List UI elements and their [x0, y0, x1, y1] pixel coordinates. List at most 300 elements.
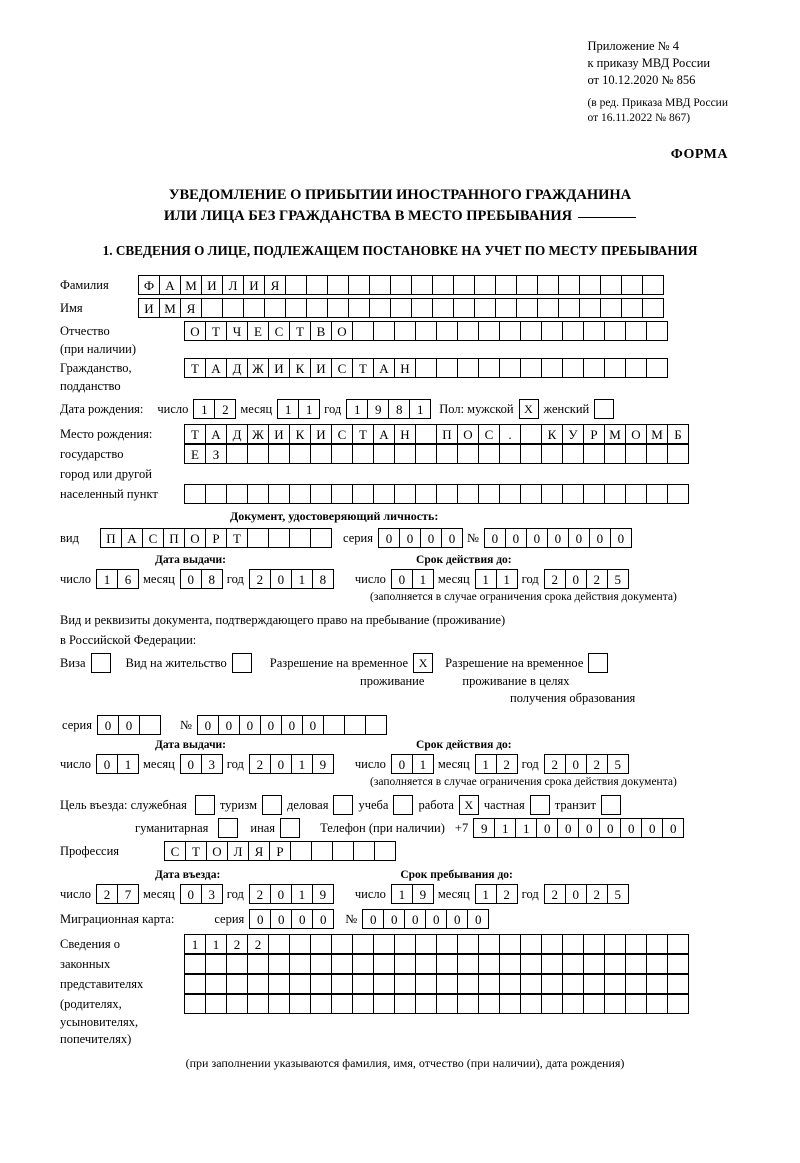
char-cell[interactable]: О: [331, 321, 353, 341]
char-cell[interactable]: [537, 275, 559, 295]
char-cell[interactable]: 7: [117, 884, 139, 904]
char-cell[interactable]: [285, 298, 307, 318]
char-cell[interactable]: [520, 974, 542, 994]
char-cell[interactable]: 0: [180, 884, 202, 904]
char-cell[interactable]: А: [121, 528, 143, 548]
char-cell[interactable]: [268, 484, 290, 504]
char-cell[interactable]: А: [373, 424, 395, 444]
char-cell[interactable]: М: [180, 275, 202, 295]
char-cell[interactable]: [625, 358, 647, 378]
char-cell[interactable]: [332, 841, 354, 861]
name-cells[interactable]: [138, 298, 663, 318]
char-cell[interactable]: [373, 974, 395, 994]
char-cell[interactable]: 2: [544, 754, 566, 774]
char-cell[interactable]: [289, 934, 311, 954]
issue-month-cells[interactable]: [180, 569, 222, 589]
char-cell[interactable]: И: [310, 424, 332, 444]
char-cell[interactable]: [621, 275, 643, 295]
char-cell[interactable]: 1: [205, 934, 227, 954]
char-cell[interactable]: Я: [180, 298, 202, 318]
char-cell[interactable]: 1: [117, 754, 139, 774]
stay-until-day-cells[interactable]: [391, 884, 433, 904]
char-cell[interactable]: 1: [291, 569, 313, 589]
char-cell[interactable]: [516, 298, 538, 318]
char-cell[interactable]: [201, 298, 223, 318]
char-cell[interactable]: [583, 994, 605, 1014]
char-cell[interactable]: И: [268, 358, 290, 378]
sex-male-checkbox[interactable]: X: [519, 399, 539, 419]
char-cell[interactable]: [331, 484, 353, 504]
char-cell[interactable]: 1: [515, 818, 537, 838]
char-cell[interactable]: [268, 444, 290, 464]
char-cell[interactable]: [667, 974, 689, 994]
char-cell[interactable]: [604, 358, 626, 378]
stay-issue-month-cells[interactable]: [180, 754, 222, 774]
char-cell[interactable]: [306, 298, 328, 318]
char-cell[interactable]: И: [268, 424, 290, 444]
char-cell[interactable]: [327, 275, 349, 295]
char-cell[interactable]: [222, 298, 244, 318]
char-cell[interactable]: 1: [412, 569, 434, 589]
char-cell[interactable]: 0: [565, 754, 587, 774]
char-cell[interactable]: [600, 298, 622, 318]
char-cell[interactable]: [352, 954, 374, 974]
char-cell[interactable]: [642, 275, 664, 295]
char-cell[interactable]: [226, 484, 248, 504]
char-cell[interactable]: А: [205, 358, 227, 378]
char-cell[interactable]: [310, 484, 332, 504]
char-cell[interactable]: [436, 934, 458, 954]
char-cell[interactable]: 1: [193, 399, 215, 419]
char-cell[interactable]: Ч: [226, 321, 248, 341]
char-cell[interactable]: 2: [586, 569, 608, 589]
char-cell[interactable]: [247, 954, 269, 974]
char-cell[interactable]: Н: [394, 358, 416, 378]
char-cell[interactable]: 0: [197, 715, 219, 735]
char-cell[interactable]: [642, 298, 664, 318]
char-cell[interactable]: [562, 954, 584, 974]
char-cell[interactable]: И: [243, 275, 265, 295]
char-cell[interactable]: [457, 994, 479, 1014]
char-cell[interactable]: Б: [667, 424, 689, 444]
char-cell[interactable]: [348, 298, 370, 318]
residence-permit-checkbox[interactable]: [232, 653, 252, 673]
char-cell[interactable]: 8: [201, 569, 223, 589]
char-cell[interactable]: [268, 934, 290, 954]
char-cell[interactable]: 0: [441, 528, 463, 548]
char-cell[interactable]: [520, 424, 542, 444]
char-cell[interactable]: [352, 994, 374, 1014]
char-cell[interactable]: С: [268, 321, 290, 341]
purpose-private-checkbox[interactable]: [530, 795, 550, 815]
stay-series-cells[interactable]: [97, 715, 160, 735]
char-cell[interactable]: 1: [494, 818, 516, 838]
char-cell[interactable]: [474, 298, 496, 318]
char-cell[interactable]: 0: [97, 715, 119, 735]
char-cell[interactable]: М: [159, 298, 181, 318]
char-cell[interactable]: С: [478, 424, 500, 444]
char-cell[interactable]: [415, 484, 437, 504]
char-cell[interactable]: 0: [249, 909, 271, 929]
char-cell[interactable]: [499, 321, 521, 341]
char-cell[interactable]: [415, 424, 437, 444]
char-cell[interactable]: [541, 994, 563, 1014]
char-cell[interactable]: [432, 275, 454, 295]
stay-issue-day-cells[interactable]: [96, 754, 138, 774]
char-cell[interactable]: Ф: [138, 275, 160, 295]
char-cell[interactable]: [562, 484, 584, 504]
char-cell[interactable]: 0: [270, 569, 292, 589]
char-cell[interactable]: [621, 298, 643, 318]
char-cell[interactable]: [394, 974, 416, 994]
stay-until-month-cells[interactable]: [475, 884, 517, 904]
char-cell[interactable]: [520, 358, 542, 378]
char-cell[interactable]: 0: [180, 754, 202, 774]
char-cell[interactable]: Д: [226, 424, 248, 444]
char-cell[interactable]: М: [604, 424, 626, 444]
char-cell[interactable]: 2: [249, 754, 271, 774]
char-cell[interactable]: 0: [378, 528, 400, 548]
char-cell[interactable]: У: [562, 424, 584, 444]
char-cell[interactable]: [583, 444, 605, 464]
char-cell[interactable]: [478, 321, 500, 341]
char-cell[interactable]: 0: [302, 715, 324, 735]
char-cell[interactable]: 0: [399, 528, 421, 548]
char-cell[interactable]: [436, 954, 458, 974]
char-cell[interactable]: [310, 994, 332, 1014]
char-cell[interactable]: [562, 444, 584, 464]
citizenship-cells[interactable]: [184, 358, 667, 378]
char-cell[interactable]: [562, 974, 584, 994]
char-cell[interactable]: [520, 321, 542, 341]
char-cell[interactable]: И: [138, 298, 160, 318]
doc-kind-cells[interactable]: [100, 528, 331, 548]
char-cell[interactable]: [604, 954, 626, 974]
char-cell[interactable]: 2: [214, 399, 236, 419]
stay-valid-year-cells[interactable]: [544, 754, 628, 774]
purpose-service-checkbox[interactable]: [195, 795, 215, 815]
visa-checkbox[interactable]: [91, 653, 111, 673]
char-cell[interactable]: [499, 974, 521, 994]
char-cell[interactable]: 2: [249, 884, 271, 904]
char-cell[interactable]: [541, 444, 563, 464]
char-cell[interactable]: [331, 974, 353, 994]
char-cell[interactable]: А: [373, 358, 395, 378]
temp-residence-checkbox[interactable]: X: [413, 653, 433, 673]
char-cell[interactable]: [625, 444, 647, 464]
char-cell[interactable]: 0: [484, 528, 506, 548]
char-cell[interactable]: [247, 528, 269, 548]
char-cell[interactable]: 0: [662, 818, 684, 838]
char-cell[interactable]: М: [646, 424, 668, 444]
char-cell[interactable]: 0: [536, 818, 558, 838]
char-cell[interactable]: 3: [201, 754, 223, 774]
char-cell[interactable]: Е: [247, 321, 269, 341]
char-cell[interactable]: [352, 321, 374, 341]
purpose-humanitarian-checkbox[interactable]: [218, 818, 238, 838]
char-cell[interactable]: [373, 484, 395, 504]
char-cell[interactable]: [365, 715, 387, 735]
char-cell[interactable]: [667, 954, 689, 974]
char-cell[interactable]: 9: [367, 399, 389, 419]
char-cell[interactable]: [415, 994, 437, 1014]
char-cell[interactable]: [478, 444, 500, 464]
char-cell[interactable]: [436, 974, 458, 994]
char-cell[interactable]: [453, 275, 475, 295]
char-cell[interactable]: 2: [544, 884, 566, 904]
char-cell[interactable]: 5: [607, 884, 629, 904]
char-cell[interactable]: 2: [247, 934, 269, 954]
char-cell[interactable]: [457, 321, 479, 341]
birth-month-cells[interactable]: [277, 399, 319, 419]
char-cell[interactable]: 0: [96, 754, 118, 774]
char-cell[interactable]: [268, 994, 290, 1014]
char-cell[interactable]: [331, 934, 353, 954]
char-cell[interactable]: [226, 994, 248, 1014]
char-cell[interactable]: [390, 275, 412, 295]
char-cell[interactable]: [352, 484, 374, 504]
char-cell[interactable]: [625, 974, 647, 994]
char-cell[interactable]: 1: [475, 884, 497, 904]
char-cell[interactable]: [625, 954, 647, 974]
char-cell[interactable]: А: [205, 424, 227, 444]
char-cell[interactable]: [415, 358, 437, 378]
char-cell[interactable]: [411, 275, 433, 295]
char-cell[interactable]: [646, 358, 668, 378]
char-cell[interactable]: 1: [96, 569, 118, 589]
char-cell[interactable]: 0: [589, 528, 611, 548]
char-cell[interactable]: В: [310, 321, 332, 341]
char-cell[interactable]: [205, 954, 227, 974]
char-cell[interactable]: [667, 444, 689, 464]
char-cell[interactable]: [604, 934, 626, 954]
char-cell[interactable]: 0: [404, 909, 426, 929]
purpose-business-checkbox[interactable]: [333, 795, 353, 815]
entry-month-cells[interactable]: [180, 884, 222, 904]
char-cell[interactable]: [394, 321, 416, 341]
char-cell[interactable]: [323, 715, 345, 735]
char-cell[interactable]: [541, 934, 563, 954]
purpose-other-checkbox[interactable]: [280, 818, 300, 838]
char-cell[interactable]: 0: [291, 909, 313, 929]
char-cell[interactable]: [583, 484, 605, 504]
char-cell[interactable]: 1: [346, 399, 368, 419]
char-cell[interactable]: [457, 484, 479, 504]
char-cell[interactable]: [415, 934, 437, 954]
char-cell[interactable]: [625, 484, 647, 504]
char-cell[interactable]: 1: [391, 884, 413, 904]
char-cell[interactable]: О: [184, 528, 206, 548]
char-cell[interactable]: 0: [420, 528, 442, 548]
char-cell[interactable]: 6: [117, 569, 139, 589]
char-cell[interactable]: 1: [496, 569, 518, 589]
issue-day-cells[interactable]: [96, 569, 138, 589]
char-cell[interactable]: [374, 841, 396, 861]
stay-until-year-cells[interactable]: [544, 884, 628, 904]
char-cell[interactable]: [436, 994, 458, 1014]
char-cell[interactable]: Т: [226, 528, 248, 548]
char-cell[interactable]: [562, 934, 584, 954]
char-cell[interactable]: 1: [475, 569, 497, 589]
valid-day-cells[interactable]: [391, 569, 433, 589]
birth-year-cells[interactable]: [346, 399, 430, 419]
char-cell[interactable]: 0: [446, 909, 468, 929]
char-cell[interactable]: [562, 321, 584, 341]
char-cell[interactable]: 1: [475, 754, 497, 774]
char-cell[interactable]: Л: [222, 275, 244, 295]
birth-day-cells[interactable]: [193, 399, 235, 419]
surname-cells[interactable]: [138, 275, 663, 295]
char-cell[interactable]: [579, 275, 601, 295]
char-cell[interactable]: [604, 484, 626, 504]
char-cell[interactable]: 0: [505, 528, 527, 548]
char-cell[interactable]: 3: [201, 884, 223, 904]
char-cell[interactable]: [625, 994, 647, 1014]
char-cell[interactable]: Я: [264, 275, 286, 295]
entry-day-cells[interactable]: [96, 884, 138, 904]
char-cell[interactable]: О: [184, 321, 206, 341]
char-cell[interactable]: 9: [312, 884, 334, 904]
char-cell[interactable]: [331, 444, 353, 464]
char-cell[interactable]: [604, 444, 626, 464]
purpose-transit-checkbox[interactable]: [601, 795, 621, 815]
char-cell[interactable]: [457, 358, 479, 378]
char-cell[interactable]: [352, 934, 374, 954]
char-cell[interactable]: П: [100, 528, 122, 548]
char-cell[interactable]: .: [499, 424, 521, 444]
char-cell[interactable]: 0: [180, 569, 202, 589]
char-cell[interactable]: 0: [610, 528, 632, 548]
char-cell[interactable]: [289, 444, 311, 464]
char-cell[interactable]: [352, 974, 374, 994]
char-cell[interactable]: [457, 934, 479, 954]
edu-residence-checkbox[interactable]: [588, 653, 608, 673]
char-cell[interactable]: [226, 974, 248, 994]
char-cell[interactable]: Р: [205, 528, 227, 548]
char-cell[interactable]: [184, 954, 206, 974]
valid-month-cells[interactable]: [475, 569, 517, 589]
char-cell[interactable]: [583, 974, 605, 994]
char-cell[interactable]: [667, 934, 689, 954]
char-cell[interactable]: 0: [239, 715, 261, 735]
char-cell[interactable]: А: [159, 275, 181, 295]
char-cell[interactable]: Д: [226, 358, 248, 378]
purpose-tourism-checkbox[interactable]: [262, 795, 282, 815]
char-cell[interactable]: [478, 974, 500, 994]
char-cell[interactable]: [520, 484, 542, 504]
char-cell[interactable]: Ж: [247, 424, 269, 444]
char-cell[interactable]: [373, 321, 395, 341]
char-cell[interactable]: [205, 994, 227, 1014]
char-cell[interactable]: [625, 321, 647, 341]
char-cell[interactable]: 1: [298, 399, 320, 419]
char-cell[interactable]: [310, 444, 332, 464]
char-cell[interactable]: П: [436, 424, 458, 444]
char-cell[interactable]: [604, 974, 626, 994]
char-cell[interactable]: 8: [312, 569, 334, 589]
char-cell[interactable]: [289, 528, 311, 548]
char-cell[interactable]: 0: [281, 715, 303, 735]
char-cell[interactable]: [344, 715, 366, 735]
char-cell[interactable]: [520, 444, 542, 464]
char-cell[interactable]: 0: [391, 569, 413, 589]
char-cell[interactable]: [310, 954, 332, 974]
sex-female-checkbox[interactable]: [594, 399, 614, 419]
char-cell[interactable]: [541, 321, 563, 341]
char-cell[interactable]: С: [331, 424, 353, 444]
char-cell[interactable]: [436, 444, 458, 464]
char-cell[interactable]: 0: [526, 528, 548, 548]
char-cell[interactable]: [604, 321, 626, 341]
mc-series-cells[interactable]: [249, 909, 333, 929]
char-cell[interactable]: 1: [184, 934, 206, 954]
char-cell[interactable]: [247, 484, 269, 504]
char-cell[interactable]: [583, 321, 605, 341]
purpose-study-checkbox[interactable]: [393, 795, 413, 815]
char-cell[interactable]: [268, 974, 290, 994]
char-cell[interactable]: 0: [565, 569, 587, 589]
char-cell[interactable]: 2: [544, 569, 566, 589]
char-cell[interactable]: 5: [607, 569, 629, 589]
char-cell[interactable]: [285, 275, 307, 295]
char-cell[interactable]: [516, 275, 538, 295]
char-cell[interactable]: [478, 954, 500, 974]
char-cell[interactable]: З: [205, 444, 227, 464]
char-cell[interactable]: Т: [184, 358, 206, 378]
char-cell[interactable]: [600, 275, 622, 295]
char-cell[interactable]: П: [163, 528, 185, 548]
char-cell[interactable]: [390, 298, 412, 318]
char-cell[interactable]: [415, 954, 437, 974]
char-cell[interactable]: Т: [184, 424, 206, 444]
char-cell[interactable]: 5: [607, 754, 629, 774]
char-cell[interactable]: [478, 358, 500, 378]
char-cell[interactable]: [457, 954, 479, 974]
char-cell[interactable]: 0: [557, 818, 579, 838]
char-cell[interactable]: О: [457, 424, 479, 444]
char-cell[interactable]: [394, 444, 416, 464]
char-cell[interactable]: [348, 275, 370, 295]
char-cell[interactable]: [394, 484, 416, 504]
char-cell[interactable]: [562, 358, 584, 378]
char-cell[interactable]: К: [289, 358, 311, 378]
char-cell[interactable]: [541, 974, 563, 994]
char-cell[interactable]: [289, 954, 311, 974]
char-cell[interactable]: [558, 298, 580, 318]
char-cell[interactable]: Р: [583, 424, 605, 444]
char-cell[interactable]: [184, 484, 206, 504]
char-cell[interactable]: 0: [383, 909, 405, 929]
char-cell[interactable]: [264, 298, 286, 318]
char-cell[interactable]: Л: [227, 841, 249, 861]
char-cell[interactable]: [499, 934, 521, 954]
char-cell[interactable]: [268, 528, 290, 548]
char-cell[interactable]: [139, 715, 161, 735]
stay-valid-month-cells[interactable]: [475, 754, 517, 774]
char-cell[interactable]: Т: [352, 424, 374, 444]
char-cell[interactable]: 0: [260, 715, 282, 735]
char-cell[interactable]: [478, 484, 500, 504]
patronymic-cells[interactable]: [184, 321, 667, 341]
char-cell[interactable]: 0: [391, 754, 413, 774]
char-cell[interactable]: [331, 954, 353, 974]
stay-valid-day-cells[interactable]: [391, 754, 433, 774]
char-cell[interactable]: [205, 484, 227, 504]
char-cell[interactable]: [436, 321, 458, 341]
char-cell[interactable]: 2: [586, 884, 608, 904]
char-cell[interactable]: 2: [226, 934, 248, 954]
char-cell[interactable]: 0: [620, 818, 642, 838]
